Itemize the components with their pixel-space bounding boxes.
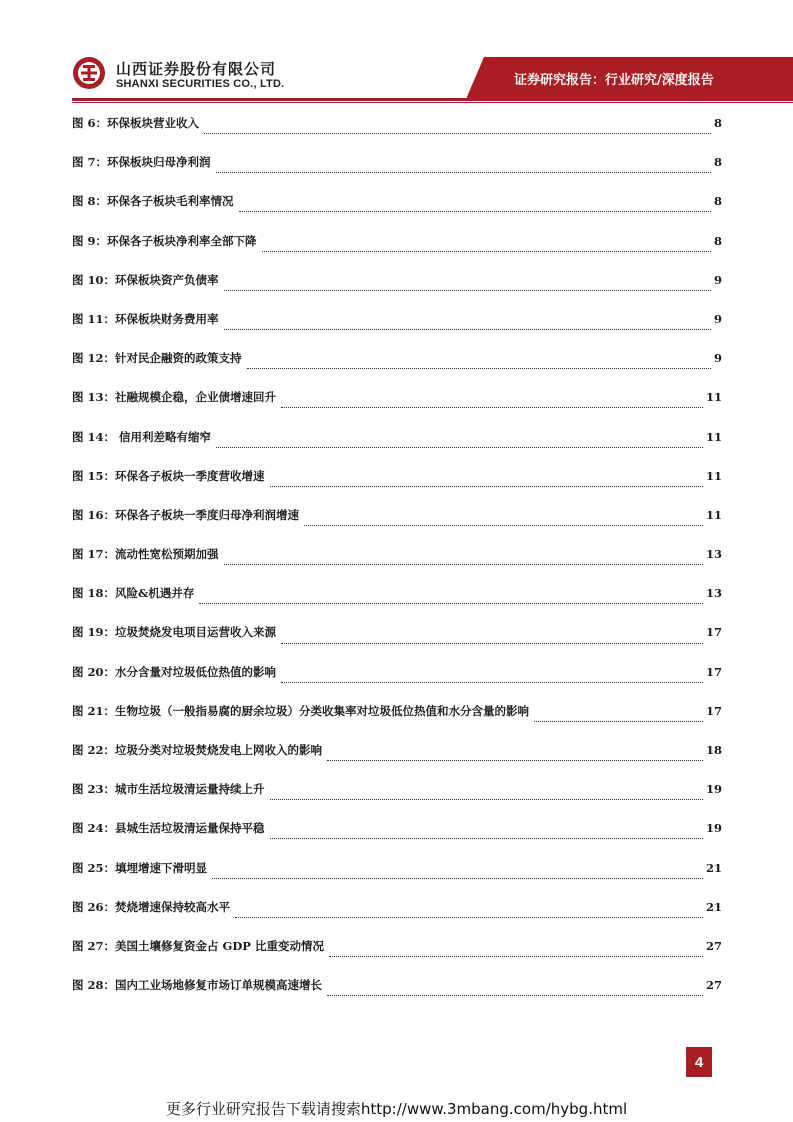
company-name-cn: 山西证券股份有限公司 — [116, 60, 277, 78]
toc-entry[interactable] — [72, 857, 722, 896]
toc-entry[interactable] — [72, 504, 722, 543]
company-name-en: SHANXI SECURITIES CO., LTD. — [116, 78, 285, 90]
toc-entry-title: 图 15：环保各子板块一季度营收增速 — [72, 468, 265, 483]
toc-entry[interactable] — [72, 896, 722, 935]
toc-entry-page: 18 — [705, 743, 722, 757]
toc-entry[interactable] — [72, 661, 722, 700]
toc-dot-leader — [216, 171, 711, 173]
toc-entry[interactable] — [72, 974, 722, 1013]
toc-dot-leader — [224, 563, 703, 565]
toc-entry-title: 图 7：环保板块归母净利润 — [72, 155, 211, 170]
toc-entry-page: 17 — [705, 703, 722, 718]
toc-entry-page: 27 — [705, 938, 722, 953]
toc-entry-page: 8 — [713, 155, 722, 170]
toc-dot-leader — [235, 916, 703, 918]
toc-entry-title: 图 17：流动性宽松预期加强 — [72, 547, 219, 562]
toc-entry-page: 8 — [713, 233, 722, 248]
toc-entry-page: 9 — [713, 351, 722, 366]
toc-entry[interactable] — [72, 230, 722, 269]
toc-entry[interactable] — [72, 700, 722, 739]
toc-dot-leader — [281, 406, 703, 408]
company-logo-icon — [72, 56, 106, 90]
toc-entry-page: 17 — [705, 625, 722, 640]
toc-entry-title: 图 28：国内工业场地修复市场订单规模高速增长 — [72, 978, 323, 993]
toc-dot-leader — [534, 720, 703, 722]
toc-entry[interactable] — [72, 935, 722, 974]
toc-entry-page: 11 — [705, 429, 722, 444]
toc-entry[interactable] — [72, 426, 722, 465]
toc-entry-title: 图 26：焚烧增速保持较高水平 — [72, 899, 231, 914]
toc-entry[interactable] — [72, 465, 722, 504]
toc-entry[interactable] — [72, 739, 722, 778]
toc-entry[interactable] — [72, 543, 722, 582]
toc-dot-leader — [329, 955, 703, 957]
toc-entry[interactable] — [72, 582, 722, 621]
toc-entry-page: 9 — [713, 272, 722, 287]
toc-entry-page: 17 — [705, 664, 722, 679]
toc-dot-leader — [239, 210, 711, 212]
toc-entry-title: 图 22：垃圾分类对垃圾焚烧发电上网收入的影响 — [72, 743, 323, 757]
page-header — [0, 0, 793, 104]
toc-entry[interactable] — [72, 347, 722, 386]
toc-entry-title: 图 18：风险&机遇并存 — [72, 586, 195, 601]
toc-dot-leader — [281, 642, 703, 644]
toc-entry-page: 11 — [705, 468, 722, 483]
toc-entry-title: 图 6：环保板块营业收入 — [72, 116, 200, 130]
toc-dot-leader — [247, 367, 711, 369]
toc-entry-page: 21 — [705, 860, 722, 875]
toc-entry-page: 11 — [705, 507, 722, 522]
toc-entry-title: 图 19：垃圾焚烧发电项目运营收入来源 — [72, 625, 277, 640]
toc-entry-page: 8 — [713, 116, 722, 130]
header-divider — [72, 98, 793, 101]
toc-entry-title: 图 25：填埋增速下滑明显 — [72, 860, 208, 875]
toc-dot-leader — [281, 681, 703, 683]
toc-entry-title: 图 23：城市生活垃圾清运量持续上升 — [72, 782, 265, 797]
toc-entry-title: 图 9：环保各子板块净利率全部下降 — [72, 233, 257, 248]
toc-entry-page: 11 — [705, 390, 722, 405]
toc-entry[interactable] — [72, 190, 722, 229]
toc-entry-page: 19 — [705, 821, 722, 836]
toc-dot-leader — [199, 602, 703, 604]
toc-dot-leader — [304, 524, 703, 526]
toc-entry-title: 图 24：县城生活垃圾清运量保持平稳 — [72, 821, 265, 836]
header-divider-thin — [72, 102, 793, 103]
toc-dot-leader — [327, 994, 703, 996]
toc-dot-leader — [216, 446, 703, 448]
toc-dot-leader — [270, 798, 703, 800]
toc-entry-title: 图 21：生物垃圾（一般指易腐的厨余垃圾）分类收集率对垃圾低位热值和水分含量的影响 — [72, 703, 530, 718]
report-type-label: 证券研究报告：行业研究/深度报告 — [514, 73, 714, 88]
toc-dot-leader — [204, 132, 711, 134]
figure-list — [72, 112, 722, 1013]
toc-entry-title: 图 27：美国土壤修复资金占 GDP 比重变动情况 — [72, 938, 324, 953]
footer-download-link[interactable]: 更多行业研究报告下载请搜索http://www.3mbang.com/hybg.html — [165, 1100, 628, 1118]
toc-entry-page: 8 — [713, 194, 722, 209]
toc-dot-leader — [262, 250, 711, 252]
toc-entry[interactable] — [72, 817, 722, 856]
toc-dot-leader — [224, 289, 711, 291]
toc-entry[interactable] — [72, 386, 722, 425]
toc-entry-page: 9 — [713, 311, 722, 326]
toc-entry-title: 图 8：环保各子板块毛利率情况 — [72, 194, 234, 209]
toc-entry-title: 图 16：环保各子板块一季度归母净利润增速 — [72, 507, 300, 522]
toc-entry[interactable] — [72, 151, 722, 190]
toc-entry-title: 图 11：环保板块财务费用率 — [72, 311, 219, 326]
toc-entry-title: 图 13：社融规模企稳，企业债增速回升 — [72, 390, 277, 405]
toc-entry-title: 图 20：水分含量对垃圾低位热值的影响 — [72, 664, 277, 679]
toc-entry[interactable] — [72, 621, 722, 660]
toc-entry-title: 图 12：针对民企融资的政策支持 — [72, 351, 242, 366]
toc-entry-title: 图 14： 信用利差略有缩窄 — [72, 429, 212, 444]
toc-entry[interactable] — [72, 112, 722, 151]
toc-entry-page: 13 — [705, 586, 722, 601]
toc-entry-page: 21 — [705, 899, 722, 914]
toc-entry[interactable] — [72, 269, 722, 308]
toc-dot-leader — [270, 837, 703, 839]
toc-dot-leader — [327, 759, 703, 761]
toc-dot-leader — [224, 328, 711, 330]
toc-dot-leader — [270, 485, 703, 487]
toc-entry[interactable] — [72, 308, 722, 347]
toc-entry-page: 19 — [705, 782, 722, 797]
toc-entry-page: 27 — [705, 978, 722, 993]
toc-entry-title: 图 10：环保板块资产负债率 — [72, 272, 219, 287]
toc-dot-leader — [212, 877, 703, 879]
toc-entry-page: 13 — [705, 547, 722, 562]
page-number: 4 — [686, 1047, 712, 1077]
toc-entry[interactable] — [72, 778, 722, 817]
